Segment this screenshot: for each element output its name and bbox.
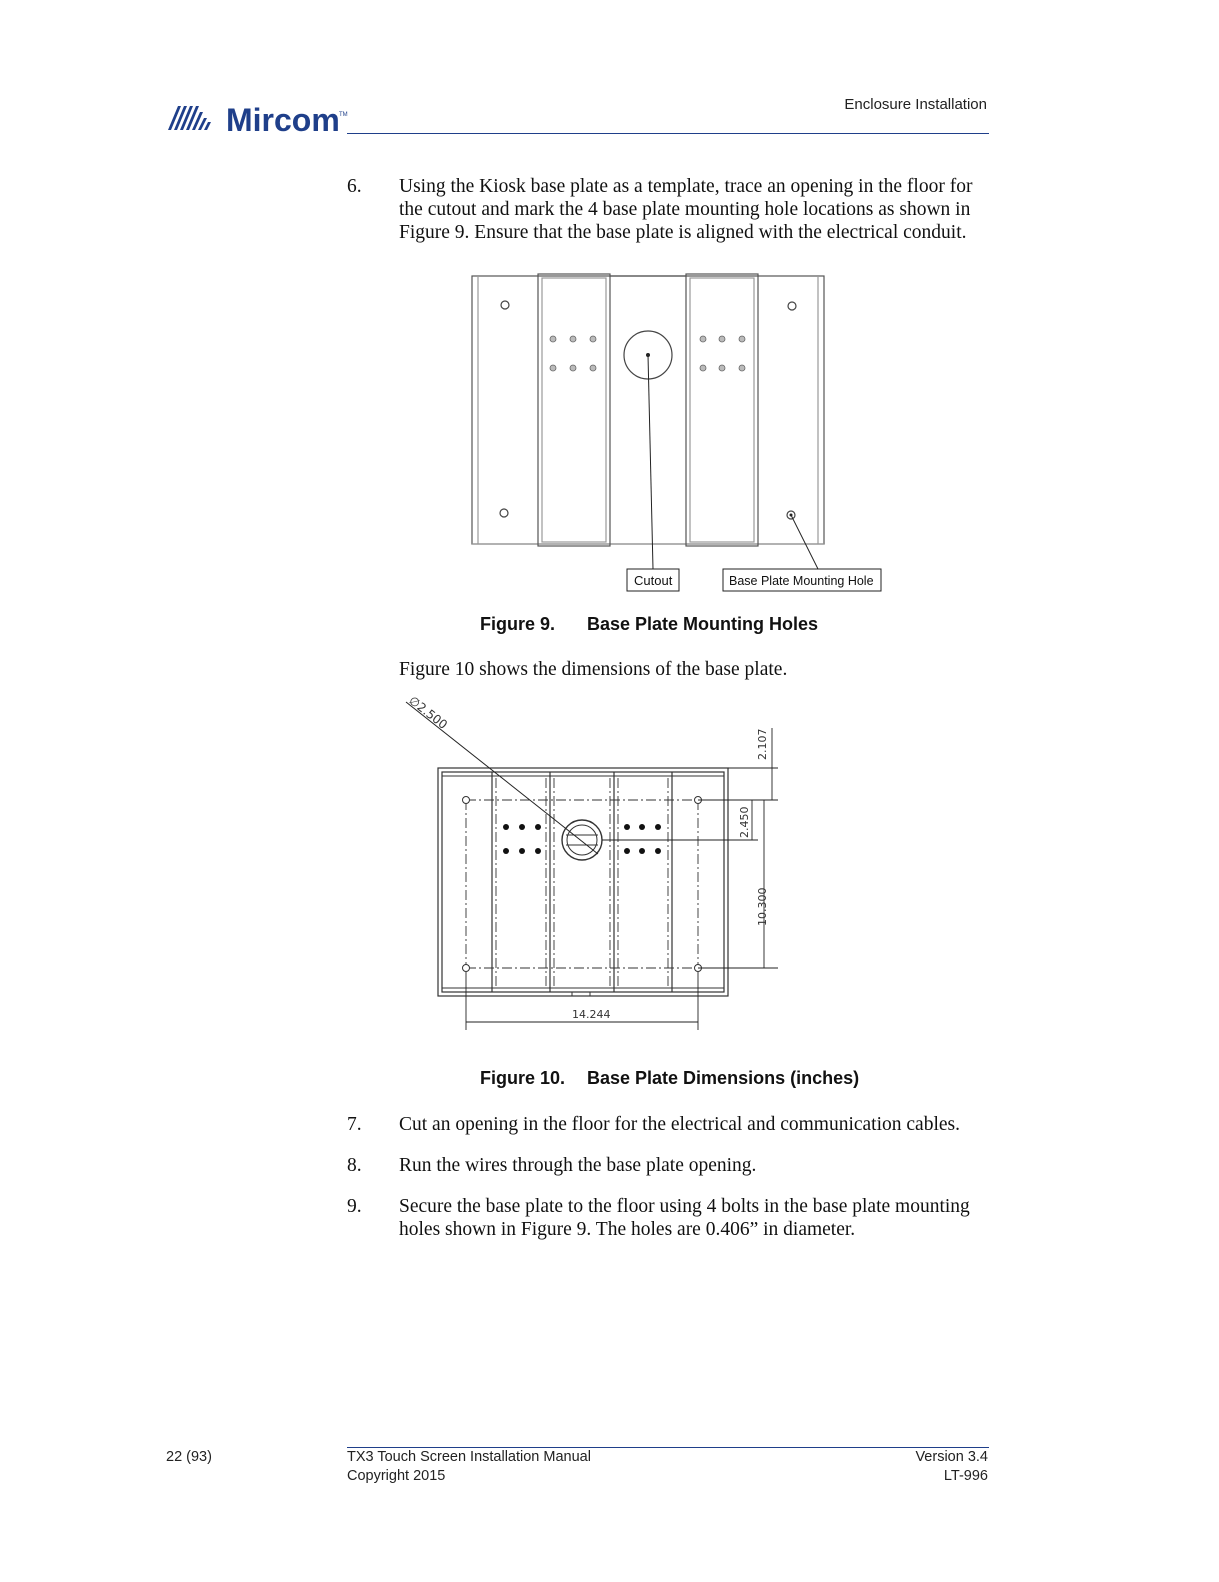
step-7-line-1: Cut an opening in the floor for the electrical and communication cables. — [399, 1114, 960, 1135]
dim-hole-offset: 2.450 — [738, 806, 751, 838]
mircom-logo — [166, 100, 346, 140]
dim-diameter: ∅2.500 — [406, 693, 451, 732]
channel-left — [538, 274, 610, 546]
step-9-line-1: Secure the base plate to the floor using 4 bolts in the base plate mounting — [399, 1196, 970, 1217]
svg-text:TM: TM — [339, 112, 348, 118]
copyright: Copyright 2015 — [347, 1468, 446, 1484]
step-7 — [347, 1113, 997, 1137]
footer-version-info — [915, 1448, 988, 1486]
callout-cutout-label: Cutout — [634, 573, 673, 588]
step-8 — [347, 1154, 997, 1178]
doc-id: LT-996 — [943, 1468, 988, 1484]
step-number: 7. — [347, 1114, 362, 1135]
dim-height: 10.300 — [756, 887, 769, 926]
step-6-line-1: Using the Kiosk base plate as a template, trace an opening in the floor for — [399, 176, 973, 197]
manual-title: TX3 Touch Screen Installation Manual — [347, 1449, 591, 1465]
footer-manual-info — [347, 1448, 591, 1486]
mounting-hole-top-right — [788, 302, 796, 310]
figure-10-intro: Figure 10 shows the dimensions of the base plate. — [399, 659, 788, 680]
dim-top: 2.107 — [756, 728, 769, 760]
channel-right — [686, 274, 758, 546]
mircom-logo-wordmark: Mircom — [226, 102, 340, 138]
step-9-line-2: holes shown in Figure 9. The holes are 0.406” in diameter. — [399, 1219, 856, 1240]
figure-10-caption — [480, 1068, 900, 1092]
step-9 — [347, 1195, 997, 1243]
figure-9-caption — [480, 614, 900, 638]
figure-10-title: Base Plate Dimensions (inches) — [587, 1068, 860, 1088]
step-6-line-3: Figure 9. Ensure that the base plate is aligned with the electrical conduit. — [399, 222, 967, 243]
figure-10-label: Figure 10. — [480, 1068, 566, 1088]
step-8-line-1: Run the wires through the base plate opening. — [399, 1155, 757, 1176]
base-plate-outline-dim — [438, 768, 728, 996]
figure-9-title: Base Plate Mounting Holes — [587, 614, 819, 634]
figure-10-drawing — [396, 694, 796, 1039]
page-number: 22 (93) — [166, 1449, 212, 1465]
base-plate-outline — [472, 276, 824, 544]
version: Version 3.4 — [915, 1449, 988, 1465]
step-6-line-2: the cutout and mark the 4 base plate mounting hole locations as shown in — [399, 199, 971, 220]
callout-holes-label: Base Plate Mounting Hole — [729, 574, 874, 588]
mounting-hole-bottom-left — [500, 509, 508, 517]
header-rule — [347, 133, 989, 134]
mounting-hole-top-left — [501, 301, 509, 309]
section-title: Enclosure Installation — [844, 96, 987, 113]
step-number: 9. — [347, 1196, 362, 1217]
mircom-logo-icon — [168, 106, 211, 130]
cable-cutout-dim — [562, 820, 602, 860]
dim-width: 14.244 — [572, 1008, 611, 1021]
figure-9-label: Figure 9. — [480, 614, 556, 634]
step-6 — [347, 175, 997, 247]
figure-9-drawing — [460, 268, 890, 598]
step-number: 8. — [347, 1155, 362, 1176]
step-number: 6. — [347, 176, 362, 197]
